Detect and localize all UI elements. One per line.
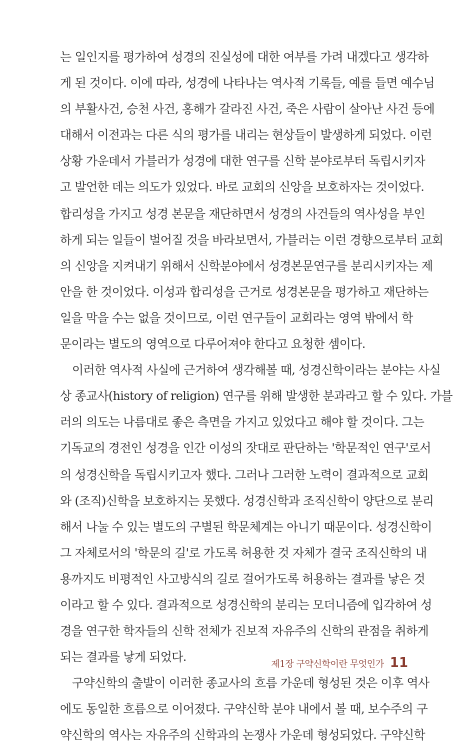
page-footer bbox=[271, 656, 408, 676]
running-chapter-title: 제1장 구약신학이란 무엇인가 bbox=[271, 660, 384, 670]
text-line: 상황 가운데서 가블러가 성경에 대한 연구를 신학 분야로부터 독립시키자 bbox=[60, 154, 425, 169]
paragraph-2 bbox=[60, 357, 453, 670]
text-line: 이라고 할 수 있다. 결과적으로 성경신학의 분리는 모더니즘에 입각하여 성 bbox=[60, 597, 432, 612]
text-line: 러의 의도는 나름대로 좋은 측면을 가지고 있었다고 해야 할 것이다. 그는 bbox=[60, 415, 425, 430]
paragraph-3 bbox=[60, 670, 430, 748]
text-line: 대해서 이전과는 다른 식의 평가를 내리는 현상들이 발생하게 되었다. 이런 bbox=[60, 128, 432, 143]
text-line: 구약신학의 출발이 이러한 종교사의 흐름 가운데 형성된 것은 이후 역사 bbox=[72, 676, 430, 691]
text-line: 약신학의 역사는 자유주의 신학과의 논쟁사 가운데 형성되었다. 구약신학 bbox=[60, 728, 425, 743]
text-line: 안을 한 것이었다. 이성과 합리성을 근거로 성경본문을 평가하고 재단하는 bbox=[60, 284, 429, 299]
text-line: 일을 막을 수는 없을 것이므로, 이런 연구들이 교회라는 영역 밖에서 학 bbox=[60, 310, 413, 325]
text-line: 그 자체로서의 '학문의 길'로 가도록 허용한 것 자체가 결국 조직신학의 내 bbox=[60, 545, 427, 560]
text-line: 는 일인지를 평가하여 성경의 진실성에 대한 여부를 가려 내겠다고 생각하 bbox=[60, 50, 429, 64]
text-line: 의 성경신학을 독립시키고자 했다. 그러나 그러한 노력이 결과적으로 교회 bbox=[60, 467, 429, 482]
text-line: 경을 연구한 학자들의 신학 전체가 진보적 자유주의 신학의 관점을 취하게 bbox=[60, 624, 429, 639]
text-line: 되는 결과를 낳게 되었다. bbox=[60, 650, 187, 665]
page-number: 11 bbox=[389, 656, 408, 671]
text-line: 이러한 역사적 사실에 근거하여 생각해볼 때, 성경신학이라는 분야는 사실 bbox=[72, 363, 441, 378]
text-line: 문이라는 별도의 영역으로 다루어져야 한다고 요청한 셈이다. bbox=[60, 337, 366, 352]
text-line: 게 된 것이다. 이에 따라, 성경에 나타나는 역사적 기록들, 예를 들면 예수님 bbox=[60, 76, 435, 91]
text-line: 상 종교사(history of religion) 연구를 위해 발생한 분과라고 할 수 있다. 가블 bbox=[60, 389, 453, 404]
text-line: 기독교의 경전인 성경을 인간 이성의 잣대로 판단하는 '학문적인 연구'로서 bbox=[60, 441, 431, 456]
text-line: 하게 되는 일들이 벌어질 것을 바라보면서, 가블러는 이런 경향으로부터 교회 bbox=[60, 232, 444, 247]
page-body bbox=[60, 44, 453, 749]
text-line: 합리성을 가지고 성경 본문을 재단하면서 성경의 사건들의 역사성을 부인 bbox=[60, 206, 425, 221]
text-line: 에도 동일한 흐름으로 이어졌다. 구약신학 분야 내에서 볼 때, 보수주의 구 bbox=[60, 702, 428, 717]
text-line: 고 발언한 데는 의도가 있었다. 바로 교회의 신앙을 보호하자는 것이었다. bbox=[60, 180, 425, 195]
text-line: 와 (조직)신학을 보호하지는 못했다. 성경신학과 조직신학이 양단으로 분리 bbox=[60, 493, 434, 508]
text-line: 해서 나눌 수 있는 별도의 구별된 학문체계는 아니기 때문이다. 성경신학이 bbox=[60, 519, 432, 534]
text-line: 의 부활사건, 승천 사건, 홍해가 갈라진 사건, 죽은 사람이 살아난 사건 등에 bbox=[60, 102, 435, 117]
text-line: 용까지도 비평적인 사고방식의 길로 걸어가도록 허용하는 결과를 낳은 것 bbox=[60, 571, 425, 586]
paragraph-1 bbox=[60, 44, 444, 357]
text-line: 의 신앙을 지켜내기 위해서 신학분야에서 성경본문연구를 분리시키자는 제 bbox=[60, 258, 433, 273]
